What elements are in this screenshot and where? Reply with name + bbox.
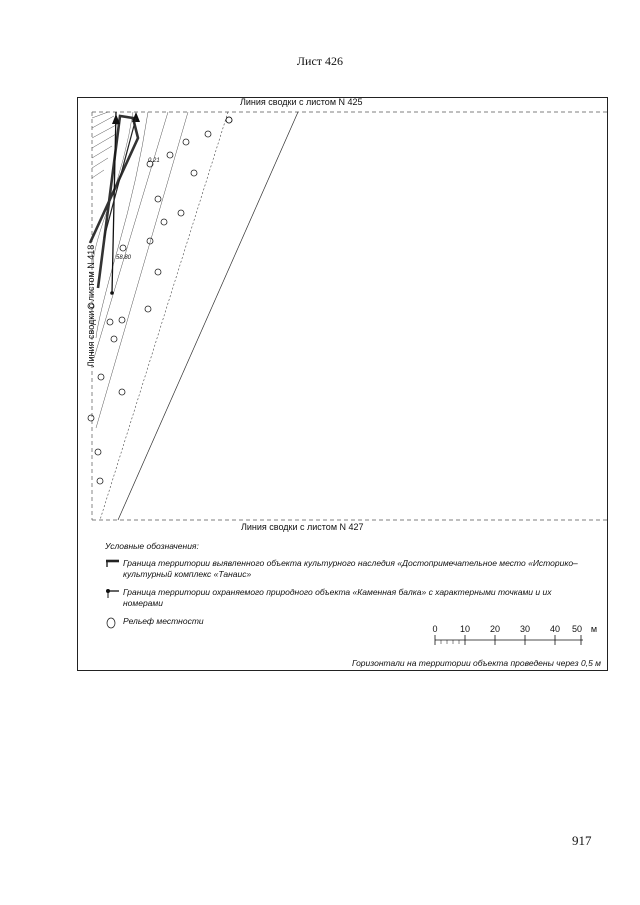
contour-3 xyxy=(96,112,148,338)
scale-tick-label: 30 xyxy=(519,624,531,634)
scale-tick-label: 10 xyxy=(459,624,471,634)
boundary-line-outer xyxy=(118,112,298,520)
legend-item-label: Граница территории выявленного объекта культурного наследия «Достопримечательное место «Историко–культурный комплекс «Танаис» xyxy=(123,558,578,579)
sheet-title: Лист 426 xyxy=(296,54,344,68)
scale-tick-label: 0 xyxy=(432,624,438,634)
map-canvas xyxy=(78,98,609,672)
scale-tick-label: 20 xyxy=(489,624,501,634)
heritage-boundary-icon xyxy=(105,558,121,568)
legend-item-label: Рельеф местности xyxy=(123,616,204,626)
top-join-label: Линия сводки с листом N 425 xyxy=(240,97,363,107)
map-frame xyxy=(77,97,608,671)
scale-bar xyxy=(433,633,583,647)
nature-boundary-segment xyxy=(104,118,136,238)
spot-height-2: 58.80 xyxy=(116,255,132,261)
legend-title: Условные обозначения: xyxy=(105,541,199,551)
relief-icon xyxy=(105,616,121,630)
page-number: 917 xyxy=(572,833,592,848)
nature-boundary-icon xyxy=(105,587,121,599)
scale-tick-label: 50 xyxy=(571,624,583,634)
relief-markers xyxy=(88,117,232,484)
scale-tick-label: 40 xyxy=(549,624,561,634)
contour-note: Горизонтали на территории объекта проведены через 0,5 м xyxy=(351,658,601,668)
boundary-point xyxy=(110,291,114,295)
bottom-join-label: Линия сводки с листом N 427 xyxy=(241,522,364,532)
left-join-label: Линия сводки с листом N 418 xyxy=(86,244,96,368)
scale-unit: м xyxy=(590,624,598,634)
legend-item-label: Граница территории охраняемого природного объекта «Каменная балка» с характерными точками и их номерами xyxy=(123,587,552,608)
spot-height-1: 0.21 xyxy=(148,158,160,164)
contour-1 xyxy=(96,112,188,428)
